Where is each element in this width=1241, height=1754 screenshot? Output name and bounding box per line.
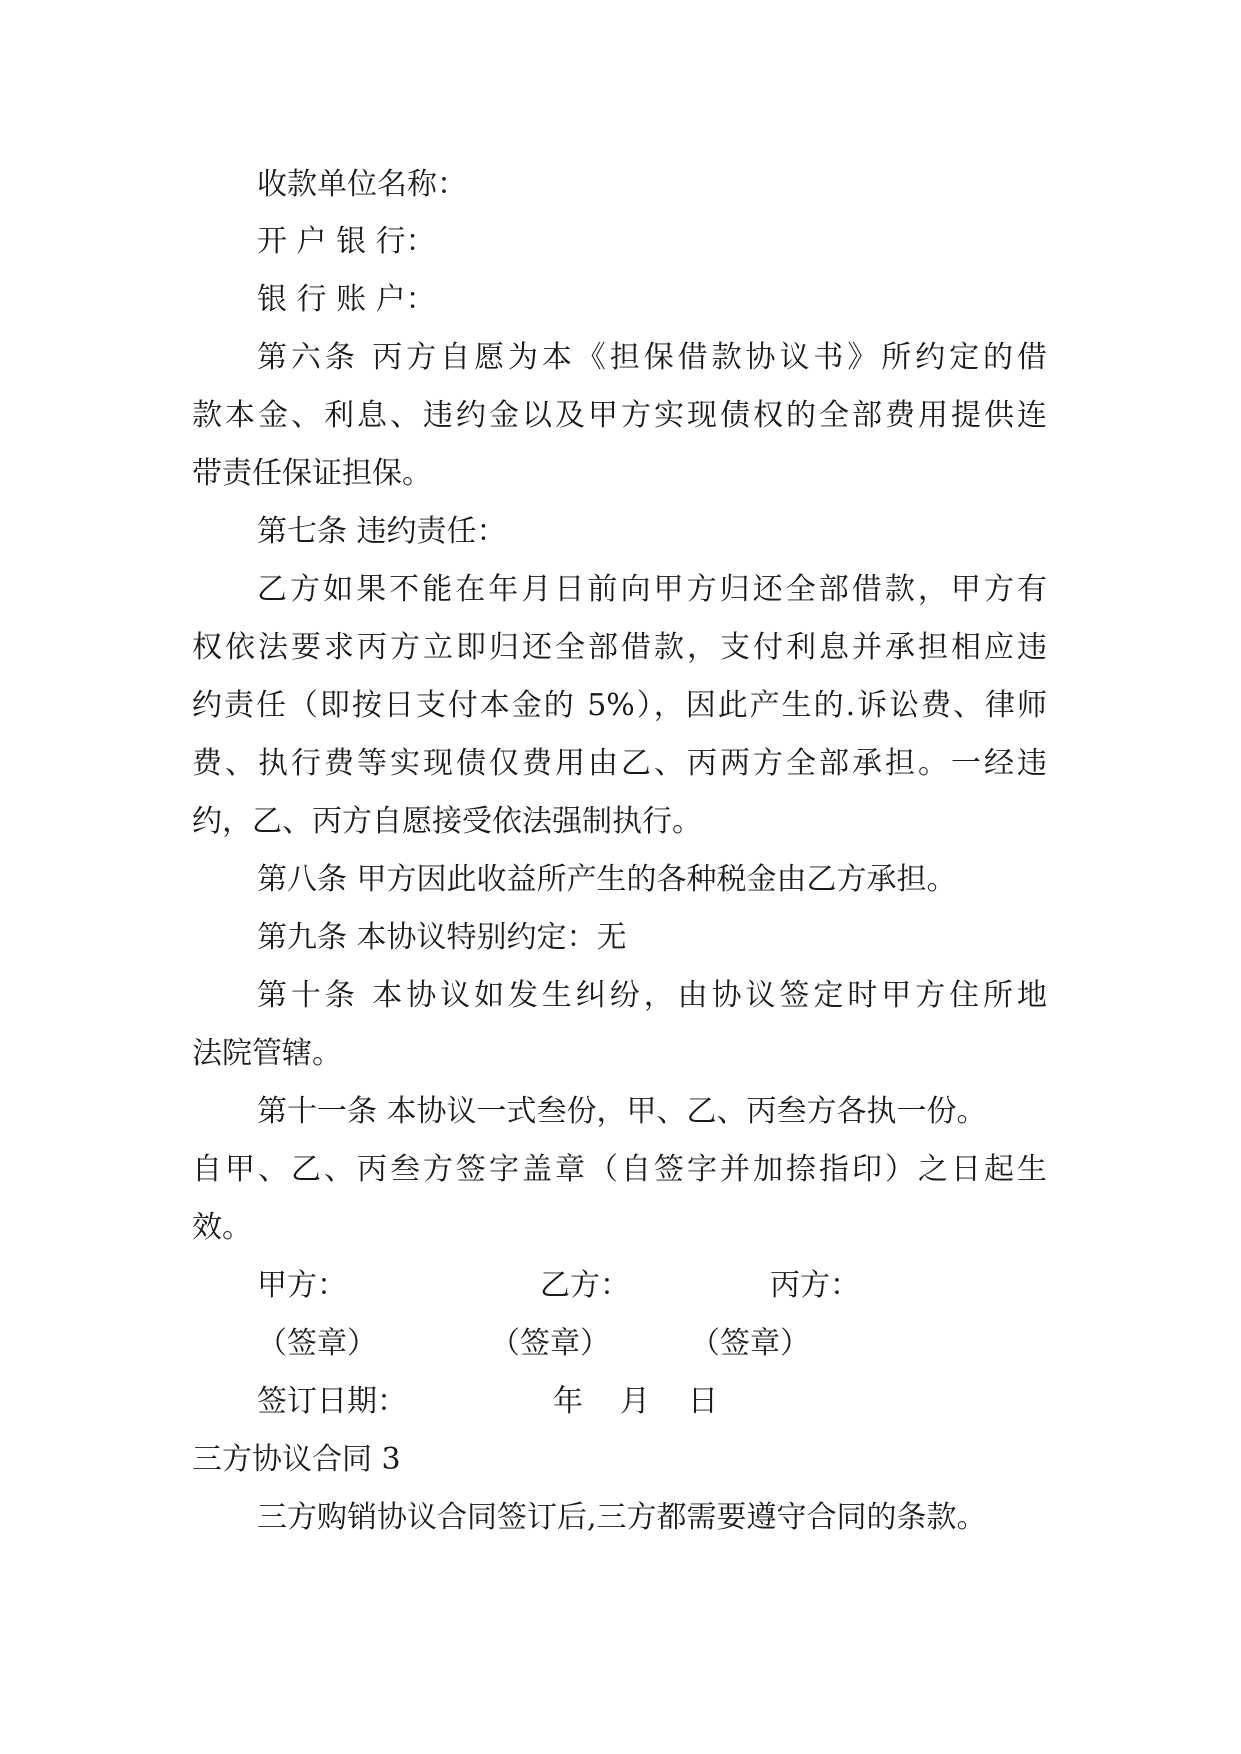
article-7-line-4: 费、执行费等实现债仅费用由乙、丙两方全部承担。一经违: [192, 746, 1047, 781]
party-b-label: 乙方：: [540, 1268, 630, 1303]
date-month: 月: [620, 1384, 650, 1419]
party-c-seal: （签章）: [690, 1326, 810, 1361]
article-11-line-1: 第十一条 本协议一式叁份，甲、乙、丙叁方各执一份。: [257, 1094, 987, 1129]
article-9: 第九条 本协议特别约定：无: [257, 920, 627, 955]
party-a-seal: （签章）: [257, 1326, 377, 1361]
article-7-title: 第七条 违约责任：: [257, 514, 507, 549]
signing-date-label: 签订日期：: [257, 1384, 407, 1419]
bank-label: 开 户 银 行：: [257, 224, 436, 259]
article-7-line-1: 乙方如果不能在年月日前向甲方归还全部借款，甲方有: [257, 572, 1047, 607]
article-11-line-2: 自甲、乙、丙叁方签字盖章（自签字并加捺指印）之日起生: [192, 1152, 1047, 1187]
article-8: 第八条 甲方因此收益所产生的各种税金由乙方承担。: [257, 862, 957, 897]
payee-name-label: 收款单位名称：: [257, 167, 467, 202]
article-6-line-2: 款本金、利息、违约金以及甲方实现债权的全部费用提供连: [192, 398, 1047, 433]
party-b-seal: （签章）: [490, 1326, 610, 1361]
article-7-line-2: 权依法要求丙方立即归还全部借款，支付利息并承担相应违: [192, 630, 1047, 665]
article-11-line-3: 效。: [192, 1210, 252, 1245]
article-10-line-1: 第十条 本协议如发生纠纷，由协议签定时甲方住所地: [257, 978, 1047, 1013]
account-label: 银 行 账 户：: [257, 282, 436, 317]
article-6-line-1: 第六条 丙方自愿为本《担保借款协议书》所约定的借: [257, 340, 1047, 375]
article-10-line-2: 法院管辖。: [192, 1036, 342, 1071]
article-6-line-3: 带责任保证担保。: [192, 456, 432, 491]
date-day: 日: [688, 1384, 718, 1419]
section-heading: 三方协议合同 3: [192, 1442, 401, 1477]
party-c-label: 丙方：: [770, 1268, 860, 1303]
article-7-line-3: 约责任（即按日支付本金的 5%），因此产生的.诉讼费、律师: [192, 688, 1047, 723]
party-a-label: 甲方：: [257, 1268, 347, 1303]
section-intro: 三方购销协议合同签订后,三方都需要遵守合同的条款。: [257, 1500, 987, 1535]
article-7-line-5: 约，乙、丙方自愿接受依法强制执行。: [192, 804, 702, 839]
date-year: 年: [553, 1384, 583, 1419]
